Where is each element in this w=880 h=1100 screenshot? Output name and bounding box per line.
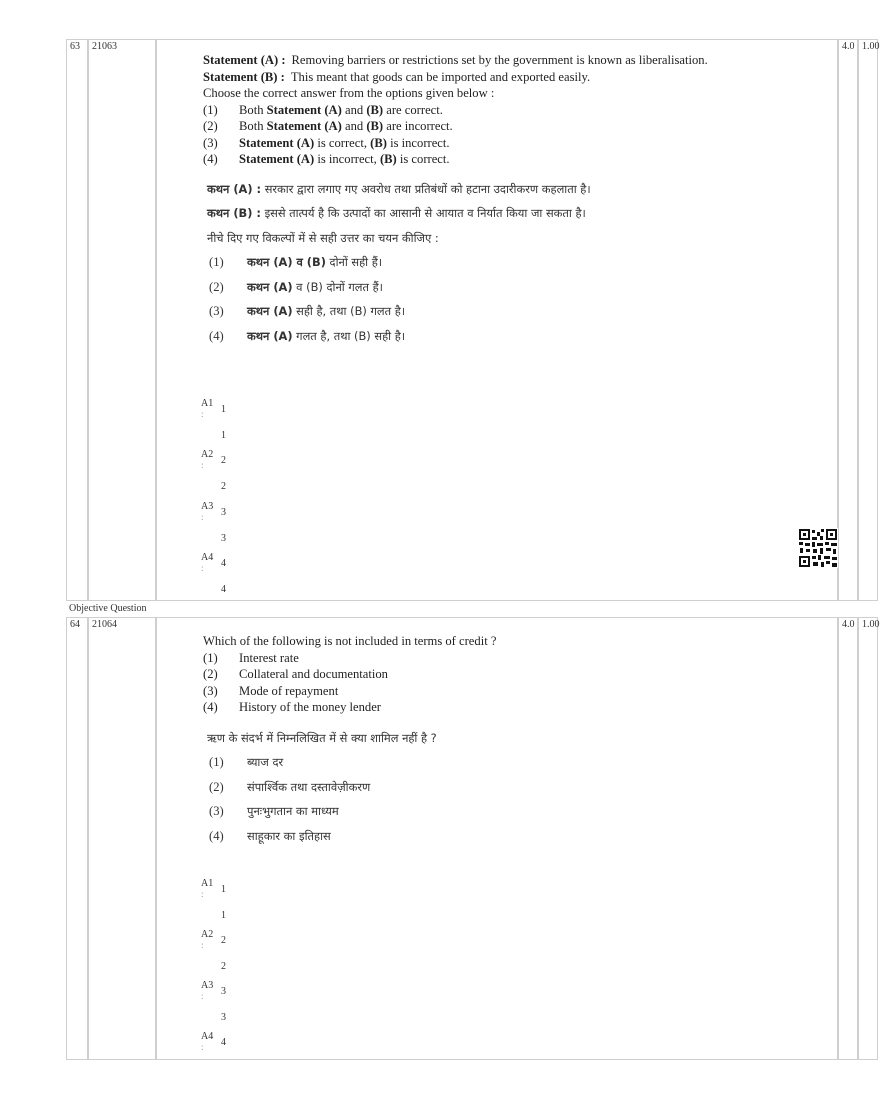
question-id: 21063 bbox=[92, 41, 117, 52]
marks-value: 4.0 bbox=[842, 41, 855, 52]
option-2: (2) Both Statement (A) and (B) are incorrect. bbox=[203, 119, 453, 133]
statement-a: Statement (A) : Removing barriers or restrictions set by the government is known as liberalisation. bbox=[203, 53, 708, 67]
hindi-option-1: (1) ब्याज दर bbox=[209, 755, 284, 769]
option-3: (3) Mode of repayment bbox=[203, 683, 339, 698]
negative-marks-value: 1.00 bbox=[862, 619, 880, 630]
marks-value: 4.0 bbox=[842, 619, 855, 630]
question-body-cell: Statement (A) : Removing barriers or restrictions set by the government is known as liberalisation. Statement (B) : This meant that goods can be imported and exported easily. Choose the correct answer from the options given below : (1) Both Statement (A) and (B) are correct. (2) Both Statement (A) and (B) are incorrect. (3) Statement (A) is correct, (B) is incorrect. (4) Statement (A) is incorrect, (B) is correct. कथन (A) : सरकार द्वारा लगाए गए अवरोध तथा प्रतिबंधों को हटाना उदारीकरण कहलाता है। कथन (B) : इससे तात्पर्य है कि उत्पादों का आसानी से आयात व निर्यात किया जा सकता है। नीचे दिए गए विकल्पों में से सही उत्तर का चयन कीजिए : (1) कथन (A) व (B) दोनों सही हैं। (2) कथन (A) व (B) दोनों गलत हैं। (3) कथन (A) सही है, तथा (B) गलत है। (4) कथन (A) गलत है, तथा (B) सही है। A1 : 1 1 A2 : 2 2 A3 : 3 3 A4 : 4 4 bbox=[156, 39, 838, 601]
question-id: 21064 bbox=[92, 619, 117, 630]
question-id-cell bbox=[88, 39, 156, 601]
hindi-statement-a: कथन (A) : सरकार द्वारा लगाए गए अवरोध तथा प्रतिबंधों को हटाना उदारीकरण कहलाता है। bbox=[207, 181, 591, 196]
negative-marks-value: 1.00 bbox=[862, 41, 880, 52]
instruction: Choose the correct answer from the options given below : bbox=[203, 86, 495, 100]
option-1: (1) Both Statement (A) and (B) are correct. bbox=[203, 102, 443, 117]
hindi-question-text: ऋण के संदर्भ में निम्नलिखित में से क्या शामिल नहीं है ? bbox=[207, 730, 437, 745]
question-number: 64 bbox=[70, 619, 80, 630]
hindi-option-2: (2) कथन (A) व (B) दोनों गलत हैं। bbox=[209, 279, 383, 294]
qr-code-icon bbox=[798, 528, 838, 568]
statement-b: Statement (B) : This meant that goods can be imported and exported easily. bbox=[203, 69, 591, 84]
option-4: (4) Statement (A) is incorrect, (B) is correct. bbox=[203, 152, 450, 166]
hindi-option-3: (3) पुनःभुगतान का माध्यम bbox=[209, 804, 339, 818]
question-content bbox=[203, 52, 807, 348]
negative-marks-cell bbox=[858, 39, 878, 601]
question-number-cell bbox=[66, 617, 88, 1060]
option-1: (1) Interest rate bbox=[203, 650, 299, 665]
option-4: (4) History of the money lender bbox=[203, 700, 381, 714]
hindi-option-4: (4) साहूकार का इतिहास bbox=[209, 828, 331, 843]
question-body-cell: Which of the following is not included in terms of credit ? (1) Interest rate (2) Collateral and documentation (3) Mode of repayment (4) History of the money lender ऋण के संदर्भ में निम्नलिखित में से क्या शामिल नहीं है ? (1) ब्याज दर (2) संपार्श्विक तथा दस्तावेज़ीकरण (3) पुनःभुगतान का माध्यम (4) साहूकार का इतिहास A1 : 1 1 A2 : 2 2 A3 : 3 3 A4 : 4 bbox=[156, 617, 838, 1060]
option-3: (3) Statement (A) is correct, (B) is incorrect. bbox=[203, 135, 450, 150]
marks-cell bbox=[838, 39, 858, 601]
question-63-row bbox=[66, 39, 880, 601]
hindi-block bbox=[203, 177, 807, 349]
question-id-cell bbox=[88, 617, 156, 1060]
section-label: Objective Question bbox=[69, 603, 147, 614]
question-text: Which of the following is not included in terms of credit ? bbox=[203, 634, 497, 648]
question-number-cell bbox=[66, 39, 88, 601]
hindi-option-2: (2) संपार्श्विक तथा दस्तावेज़ीकरण bbox=[209, 779, 371, 794]
hindi-option-1: (1) कथन (A) व (B) दोनों सही हैं। bbox=[209, 255, 383, 269]
question-number: 63 bbox=[70, 41, 80, 52]
hindi-option-4: (4) कथन (A) गलत है, तथा (B) सही है। bbox=[209, 328, 406, 343]
question-content bbox=[203, 633, 807, 848]
hindi-instruction: नीचे दिए गए विकल्पों में से सही उत्तर का चयन कीजिए : bbox=[207, 230, 439, 245]
question-64-row bbox=[66, 617, 880, 1060]
negative-marks-cell bbox=[858, 617, 878, 1060]
hindi-statement-b: कथन (B) : इससे तात्पर्य है कि उत्पादों का आसानी से आयात व निर्यात किया जा सकता है। bbox=[207, 206, 586, 220]
hindi-option-3: (3) कथन (A) सही है, तथा (B) गलत है। bbox=[209, 304, 406, 318]
hindi-block bbox=[203, 726, 807, 849]
option-2: (2) Collateral and documentation bbox=[203, 667, 388, 681]
marks-cell bbox=[838, 617, 858, 1060]
